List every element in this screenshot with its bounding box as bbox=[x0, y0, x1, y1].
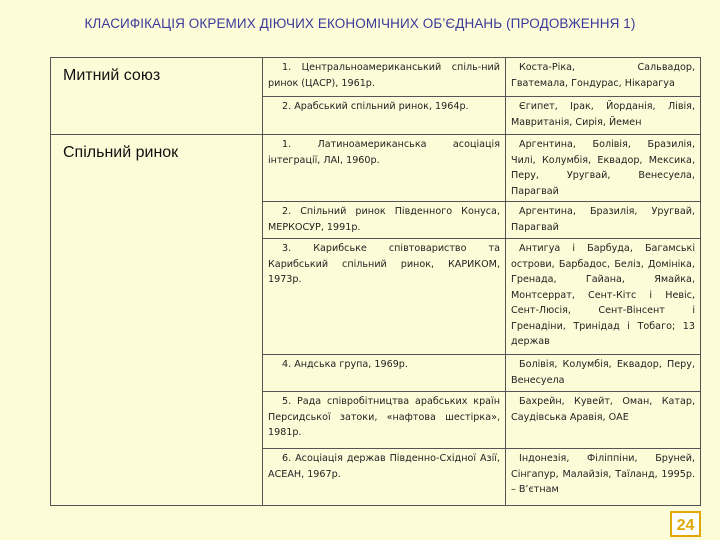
union-cell: 2. Спільний ринок Південного Конуса, МЕРКОСУР, 1991р. bbox=[263, 202, 506, 239]
members-cell: Аргентина, Бразилія, Уругвай, Парагвай bbox=[506, 202, 701, 239]
union-cell: 1. Латиноамериканська асоціація інтеграції, ЛАІ, 1960р. bbox=[263, 135, 506, 202]
members-cell: Аргентина, Болівія, Бразилія, Чилі, Колумбія, Еквадор, Мексика, Перу, Уругвай, Венесуела, Парагвай bbox=[506, 135, 701, 202]
union-cell: 5. Рада співробітництва арабських країн Персидської затоки, «нафтова шестірка», 1981р. bbox=[263, 392, 506, 449]
page-number: 24 bbox=[670, 511, 701, 537]
page-title: КЛАСИФІКАЦІЯ ОКРЕМИХ ДІЮЧИХ ЕКОНОМІЧНИХ ОБ’ЄДНАНЬ (ПРОДОВЖЕННЯ 1) bbox=[84, 16, 636, 31]
members-cell: Болівія, Колумбія, Еквадор, Перу, Венесуела bbox=[506, 355, 701, 392]
members-cell: Антигуа і Барбуда, Багамські острови, Барбадос, Беліз, Домініка, Гренада, Гайана, Ямайка, Монтсеррат, Сент-Кітс і Невіс, Сент-Люсія, Сент-Вінсент і Гренадіни, Тринідад і Тобаго; 13 держав bbox=[506, 239, 701, 355]
members-cell: Індонезія, Філіппіни, Бруней, Сінгапур, Малайзія, Таїланд, 1995р. – В’єтнам bbox=[506, 449, 701, 506]
union-cell: 2. Арабський спільний ринок, 1964р. bbox=[263, 97, 506, 135]
union-cell: 4. Андська група, 1969р. bbox=[263, 355, 506, 392]
group-label-common-market: Спільний ринок bbox=[51, 135, 263, 506]
group-label-customs-union: Митний союз bbox=[51, 58, 263, 135]
members-cell: Коста-Ріка, Сальвадор, Гватемала, Гондурас, Нікарагуа bbox=[506, 58, 701, 97]
union-cell: 1. Центральноамериканський спіль-ний ринок (ЦАСР), 1961р. bbox=[263, 58, 506, 97]
classification-table bbox=[50, 57, 701, 506]
members-cell: Єгипет, Ірак, Йорданія, Лівія, Мавританія, Сирія, Йемен bbox=[506, 97, 701, 135]
members-cell: Бахрейн, Кувейт, Оман, Катар, Саудівська Аравія, ОАЕ bbox=[506, 392, 701, 449]
union-cell: 3. Карибське співтовариство та Карибський спільний ринок, КАРИКОМ, 1973р. bbox=[263, 239, 506, 355]
table-row bbox=[51, 58, 701, 97]
union-cell: 6. Асоціація держав Південно-Східної Азії, АСЕАН, 1967р. bbox=[263, 449, 506, 506]
table-row bbox=[51, 135, 701, 202]
